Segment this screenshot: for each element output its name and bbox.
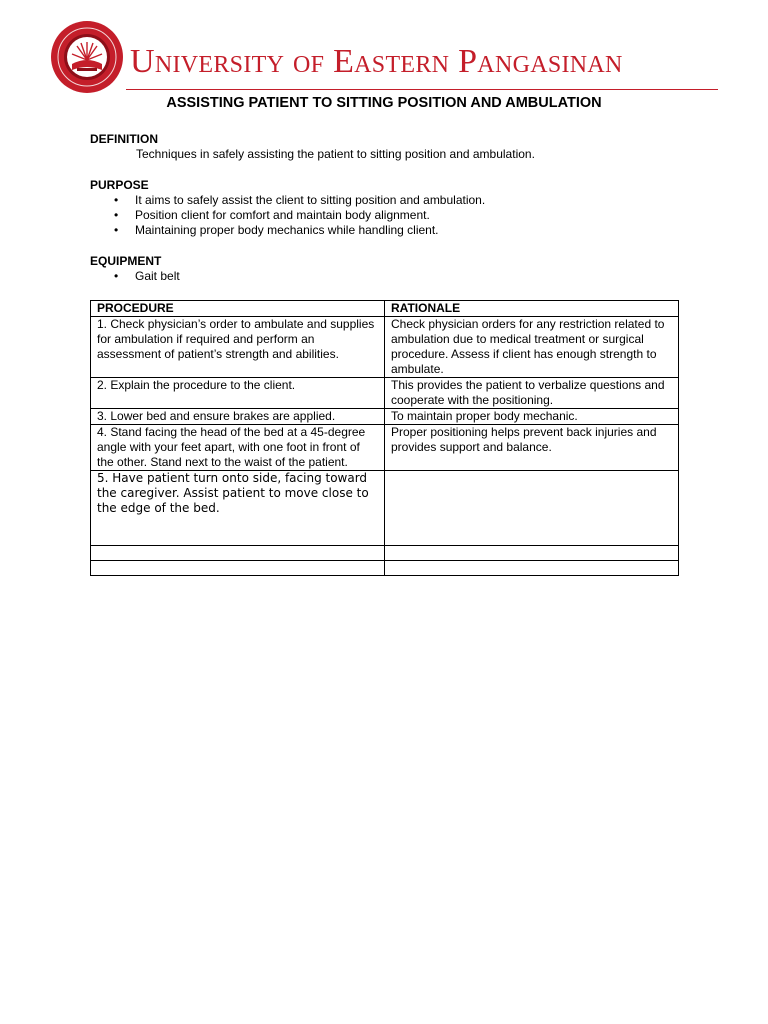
- table-row: [91, 561, 679, 576]
- empty-cell: [385, 561, 679, 576]
- step-number: 5.: [97, 471, 109, 485]
- procedure-table: [90, 300, 679, 576]
- rationale-cell: This provides the patient to verbalize questions and cooperate with the positioning.: [385, 378, 679, 409]
- empty-cell: [91, 561, 385, 576]
- definition-text: Techniques in safely assisting the patient to sitting position and ambulation.: [136, 147, 535, 161]
- table-header-row: [91, 301, 679, 317]
- procedure-column-header: PROCEDURE: [91, 301, 385, 317]
- list-item: • Gait belt: [114, 269, 180, 284]
- table-row: [91, 471, 679, 546]
- table-row: [91, 317, 679, 378]
- step-text: Have patient turn onto side, facing toward the caregiver. Assist patient to move close to the edge of the bed.: [97, 471, 369, 515]
- table-row: [91, 546, 679, 561]
- procedure-cell: 3. Lower bed and ensure brakes are applied.: [91, 409, 385, 425]
- procedure-cell: 1. Check physician’s order to ambulate and supplies for ambulation if required and perform an assessment of patient’s strength and abilities.: [91, 317, 385, 378]
- rationale-cell: [385, 471, 679, 546]
- purpose-list: [114, 193, 485, 238]
- list-item: • Maintaining proper body mechanics while handling client.: [114, 223, 485, 238]
- list-item: • It aims to safely assist the client to sitting position and ambulation.: [114, 193, 485, 208]
- university-name: University of Eastern Pangasinan: [130, 43, 623, 80]
- document-title: ASSISTING PATIENT TO SITTING POSITION AND AMBULATION: [166, 95, 602, 111]
- table-row: [91, 409, 679, 425]
- university-seal-icon: [50, 20, 124, 94]
- empty-cell: [91, 546, 385, 561]
- empty-cell: [385, 546, 679, 561]
- list-item: • Position client for comfort and maintain body alignment.: [114, 208, 485, 223]
- equipment-heading: EQUIPMENT: [90, 254, 162, 268]
- procedure-cell: 4. Stand facing the head of the bed at a 45-degree angle with your feet apart, with one foot in front of the other. Stand next to the waist of the patient.: [91, 425, 385, 471]
- table-row: [91, 425, 679, 471]
- definition-heading: DEFINITION: [90, 132, 158, 146]
- letterhead: [50, 18, 718, 96]
- rationale-cell: Proper positioning helps prevent back injuries and provides support and balance.: [385, 425, 679, 471]
- rationale-cell: Check physician orders for any restriction related to ambulation due to medical treatment or surgical procedure. Assess if client has enough strength to ambulate.: [385, 317, 679, 378]
- purpose-heading: PURPOSE: [90, 178, 149, 192]
- rationale-cell: To maintain proper body mechanic.: [385, 409, 679, 425]
- rationale-column-header: RATIONALE: [385, 301, 679, 317]
- procedure-cell: 2. Explain the procedure to the client.: [91, 378, 385, 409]
- table-row: [91, 378, 679, 409]
- procedure-cell: [91, 471, 385, 546]
- equipment-list: [114, 269, 180, 284]
- header-rule: [126, 89, 718, 90]
